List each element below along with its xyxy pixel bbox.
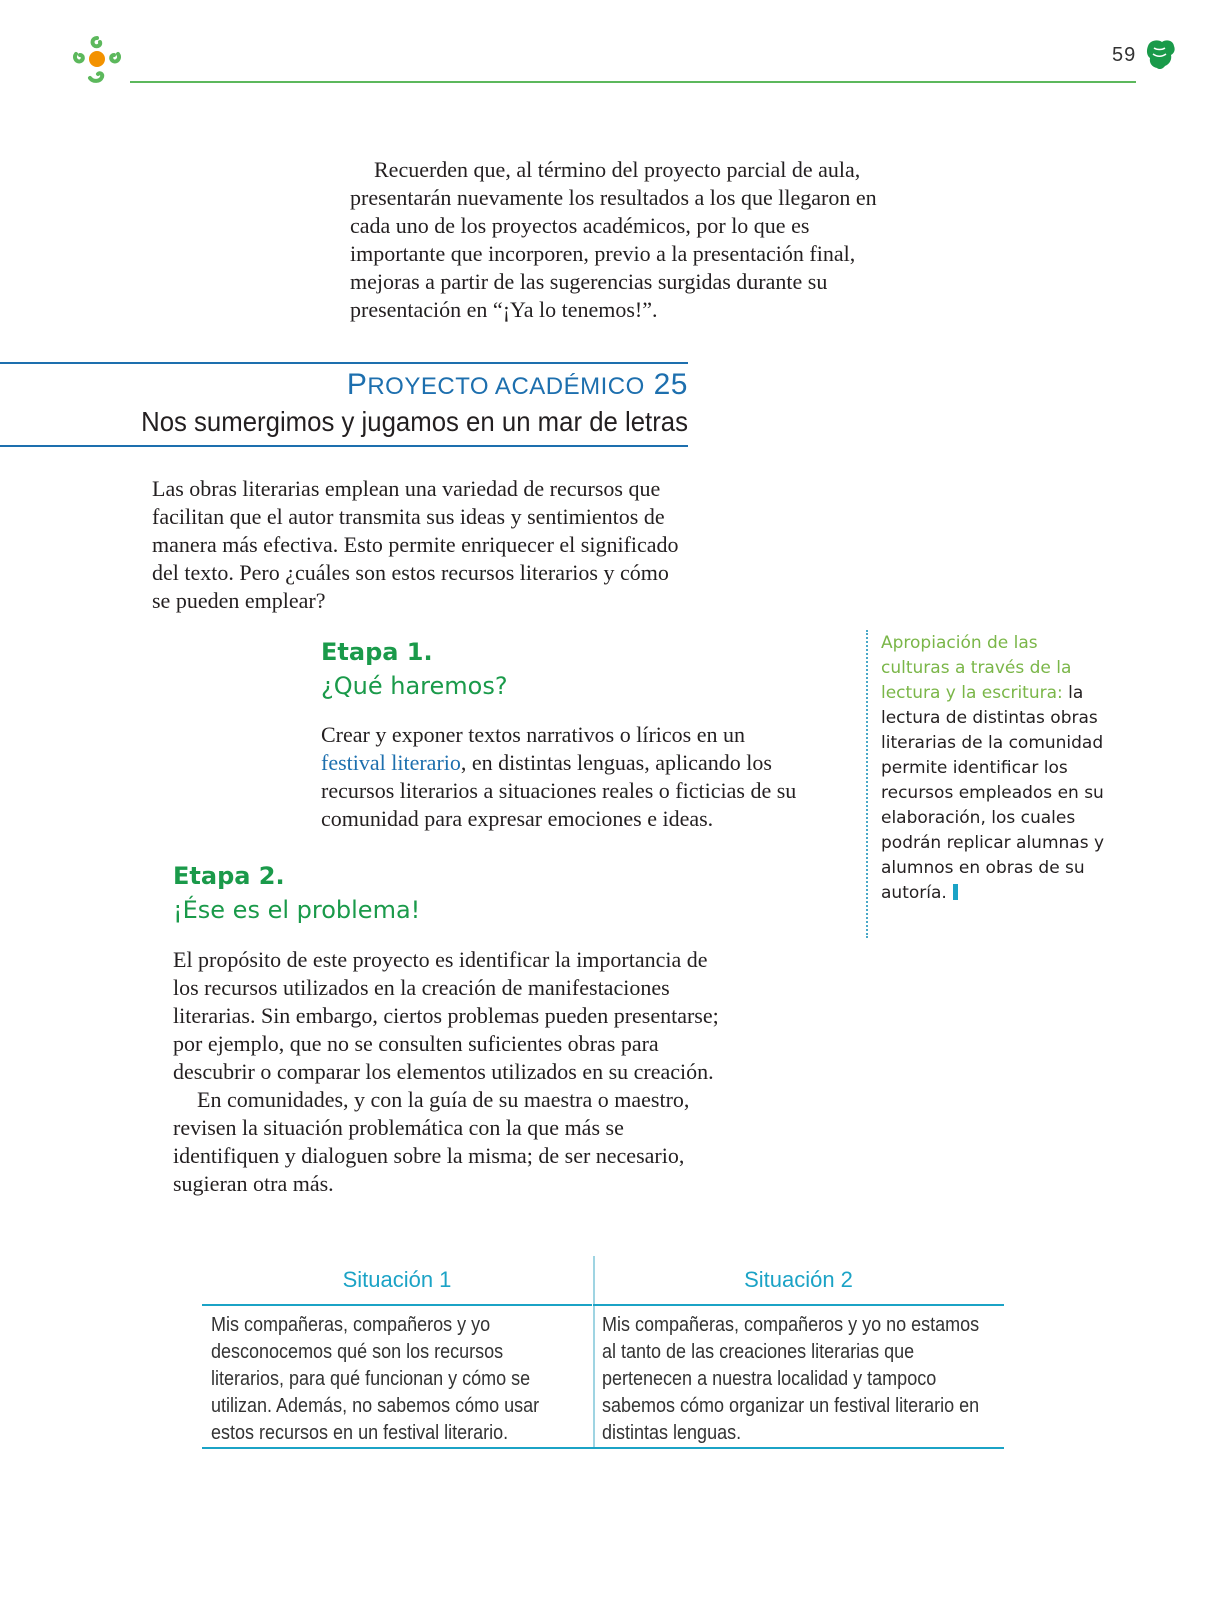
festival-literario-link[interactable]: festival literario	[321, 750, 461, 775]
situation-2-title: Situación 2	[744, 1267, 853, 1292]
stage2-title: ¡Ése es el problema!	[173, 896, 421, 924]
situation-1-column	[202, 1256, 592, 1455]
project-top-rule	[0, 362, 688, 364]
green-turtle-icon	[1144, 38, 1176, 72]
stage2-body	[173, 946, 733, 1198]
project-subtitle: Nos sumergimos y jugamos en un mar de letras	[141, 406, 688, 437]
project-title-smallcaps: ROYECTO ACADÉMICO	[367, 373, 645, 400]
end-mark-icon	[953, 884, 958, 900]
situation-2-text: Mis compañeras, compañeros y yo no estamos al tanto de las creaciones literarias que pertenecen a nuestra localidad y tampoco sabemos cómo organizar un festival literario en distintas lenguas.	[602, 1314, 980, 1444]
stage1-body	[321, 721, 801, 833]
curriculum-flower-logo-icon	[70, 34, 124, 84]
situations-table	[202, 1256, 1004, 1448]
stage2-paragraph-2: En comunidades, y con la guía de su maestra o maestro, revisen la situación problemática con la que más se identifiquen y dialoguen sobre la misma; de ser necesario, sugieran otra más.	[173, 1087, 690, 1196]
situation-2-column	[593, 1256, 1004, 1455]
stage1-body-start: Crear y exponer textos narrativos o líricos en un	[321, 722, 745, 747]
stage1-title: ¿Qué haremos?	[321, 672, 508, 700]
project-bottom-rule	[0, 445, 688, 447]
project-title-number: 25	[644, 368, 688, 401]
stage1-label: Etapa 1.	[321, 638, 433, 666]
stage2-paragraph-1: El propósito de este proyecto es identificar la importancia de los recursos utilizados en la creación de manifestaciones literarias. Sin embargo, ciertos problemas pueden presentarse; por ejemplo, que no se consulten suficientes obras para descubrir o comparar los elementos utilizados en su creación.	[173, 947, 719, 1084]
stage2-label: Etapa 2.	[173, 862, 285, 890]
intro-paragraph-block	[350, 156, 890, 324]
sidebar-text: la lectura de distintas obras literarias de la comunidad permite identificar los recursos empleados en su elaboración, los cuales podrán replicar alumnas y alumnos en obras de su autoría.	[881, 683, 1105, 903]
sidebar-dotted-rule	[866, 630, 868, 938]
situation-1-text: Mis compañeras, compañeros y yo desconocemos qué son los recursos literarios, para qué funcionan y cómo se utilizan. Además, no sabemos cómo usar estos recursos en un festival literario.	[211, 1314, 540, 1444]
situation-1-title: Situación 1	[342, 1267, 452, 1292]
header-rule	[130, 81, 1136, 83]
situations-bottom-rule	[202, 1447, 1004, 1449]
sidebar-highlight: Apropiación de las culturas a través de la lectura y la escritura:	[881, 633, 1072, 703]
stage1-body-end: , en distintas lenguas, aplicando los recursos literarios a situaciones reales o ficticias de su comunidad para expresar emociones e ideas.	[321, 750, 797, 831]
project-lead-paragraph: Las obras literarias emplean una variedad de recursos que facilitan que el autor transmita sus ideas y sentimientos de manera más efectiva. Esto permite enriquecer el significado del texto. Pero ¿cuáles son estos recursos literarios y cómo se pueden emplear?	[152, 476, 679, 613]
sidebar-note	[881, 631, 1106, 906]
intro-paragraph: Recuerden que, al término del proyecto parcial de aula, presentarán nuevamente los resultados a los que llegaron en cada uno de los proyectos académicos, por lo que es importante que incorporen, previo a la presentación final, mejoras a partir de las sugerencias surgidas durante su presentación en “¡Ya lo tenemos!”.	[350, 157, 877, 322]
project-title-prefix: P	[346, 368, 368, 401]
page-number: 59	[1112, 44, 1137, 66]
project-title	[0, 368, 688, 402]
